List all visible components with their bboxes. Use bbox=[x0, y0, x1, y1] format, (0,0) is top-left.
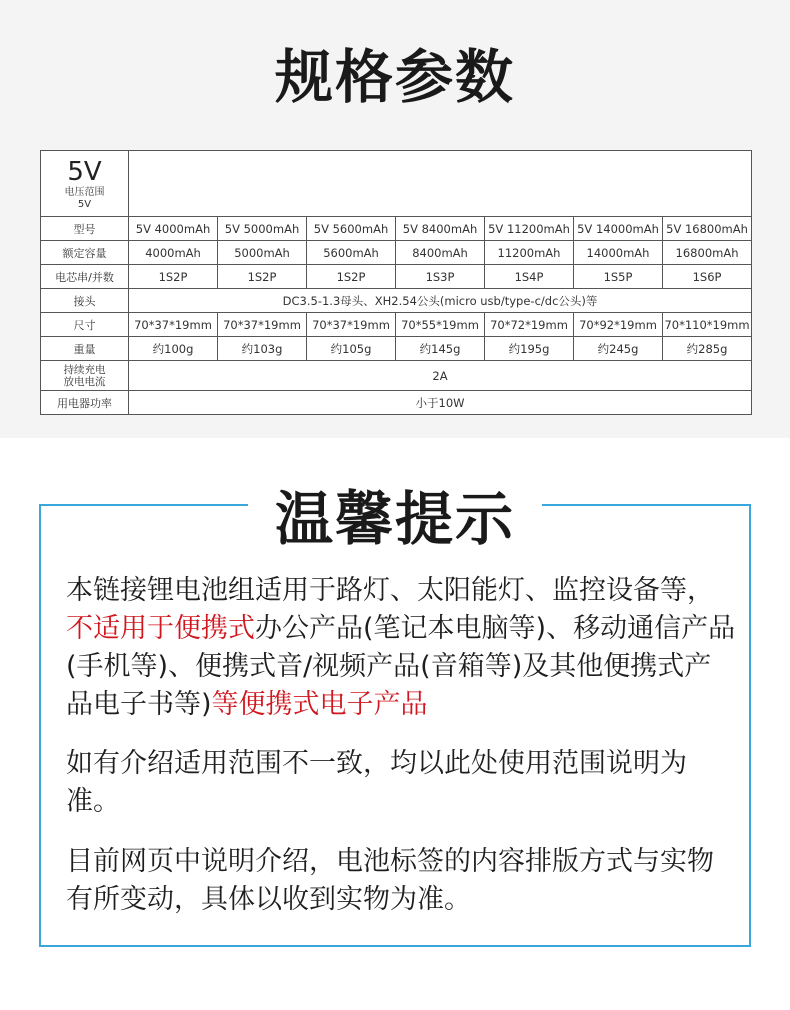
table-row bbox=[41, 391, 752, 415]
table-cell: 70*37*19mm bbox=[218, 313, 307, 337]
specs-section bbox=[0, 0, 790, 438]
row-label: 型号 bbox=[41, 217, 129, 241]
table-cell: 1S5P bbox=[574, 265, 663, 289]
tips-paragraph-usage bbox=[66, 572, 736, 724]
table-cell: 约145g bbox=[396, 337, 485, 361]
table-cell: 5V 11200mAh bbox=[485, 217, 574, 241]
table-cell: 70*37*19mm bbox=[129, 313, 218, 337]
table-cell: 4000mAh bbox=[129, 241, 218, 265]
table-cell: 5V 5600mAh bbox=[307, 217, 396, 241]
table-cell: 5V 5000mAh bbox=[218, 217, 307, 241]
table-cell: 5V 4000mAh bbox=[129, 217, 218, 241]
merged-cell: DC3.5-1.3母头、XH2.54公头(micro usb/type-c/dc公头)等 bbox=[129, 289, 752, 313]
usage-warning-2: 等便携式电子产品 bbox=[211, 689, 428, 720]
merged-cell: 小于10W bbox=[129, 391, 752, 415]
table-cell: 约245g bbox=[574, 337, 663, 361]
row-label: 接头 bbox=[41, 289, 129, 313]
table-cell: 16800mAh bbox=[663, 241, 752, 265]
table-row bbox=[41, 337, 752, 361]
usage-text-a: 本链接锂电池组适用于路灯、太阳能灯、监控设备等， bbox=[66, 575, 714, 606]
table-cell: 14000mAh bbox=[574, 241, 663, 265]
table-cell: 70*72*19mm bbox=[485, 313, 574, 337]
table-cell: 70*55*19mm bbox=[396, 313, 485, 337]
row-label: 电芯串/并数 bbox=[41, 265, 129, 289]
table-cell: 约100g bbox=[129, 337, 218, 361]
table-cell: 1S2P bbox=[307, 265, 396, 289]
row-label: 重量 bbox=[41, 337, 129, 361]
table-cell: 11200mAh bbox=[485, 241, 574, 265]
table-cell: 5600mAh bbox=[307, 241, 396, 265]
table-cell: 1S2P bbox=[129, 265, 218, 289]
usage-text-b: 办公产品(笔记本电脑等)、移动通信产品(手机等)、便携式音/视频产品(音箱等)及其他便携式产品电子书等) bbox=[66, 613, 736, 720]
voltage-range-value: 5V bbox=[77, 198, 92, 210]
merged-cell: 2A bbox=[129, 361, 752, 391]
table-cell: 5V 14000mAh bbox=[574, 217, 663, 241]
table-cell: 5V 8400mAh bbox=[396, 217, 485, 241]
table-row bbox=[41, 241, 752, 265]
voltage-value: 5V bbox=[67, 156, 102, 187]
tips-title: 温馨提示 bbox=[274, 485, 515, 553]
table-cell: 70*92*19mm bbox=[574, 313, 663, 337]
row-label: 用电器功率 bbox=[41, 391, 129, 415]
table-cell: 5000mAh bbox=[218, 241, 307, 265]
table-header-row bbox=[41, 151, 752, 217]
table-cell: 1S6P bbox=[663, 265, 752, 289]
spec-table bbox=[40, 150, 752, 415]
table-cell: 70*110*19mm bbox=[663, 313, 752, 337]
table-cell: 1S4P bbox=[485, 265, 574, 289]
voltage-header-cell bbox=[41, 151, 129, 217]
row-label: 额定容量 bbox=[41, 241, 129, 265]
table-row bbox=[41, 265, 752, 289]
table-row bbox=[41, 361, 752, 391]
table-cell: 1S3P bbox=[396, 265, 485, 289]
row-label: 持续充电 放电电流 bbox=[41, 361, 129, 391]
table-cell: 约195g bbox=[485, 337, 574, 361]
tips-paragraph-scope: 如有介绍适用范围不一致，均以此处使用范围说明为准。 bbox=[66, 748, 687, 817]
spec-rows bbox=[41, 217, 752, 415]
table-cell: 70*37*19mm bbox=[307, 313, 396, 337]
usage-warning-1: 不适用于便携式 bbox=[66, 613, 255, 644]
voltage-range-label: 电压范围 bbox=[64, 186, 105, 198]
specs-title: 规格参数 bbox=[274, 43, 515, 111]
table-cell: 约285g bbox=[663, 337, 752, 361]
table-cell: 8400mAh bbox=[396, 241, 485, 265]
table-row bbox=[41, 313, 752, 337]
table-cell: 约105g bbox=[307, 337, 396, 361]
table-cell: 1S2P bbox=[218, 265, 307, 289]
row-label: 尺寸 bbox=[41, 313, 129, 337]
table-row bbox=[41, 217, 752, 241]
table-row bbox=[41, 289, 752, 313]
tips-paragraph-packaging: 目前网页中说明介绍，电池标签的内容排版方式与实物有所变动，具体以收到实物为准。 bbox=[66, 846, 714, 915]
table-cell: 约103g bbox=[218, 337, 307, 361]
table-cell: 5V 16800mAh bbox=[663, 217, 752, 241]
header-image-area bbox=[129, 151, 752, 217]
